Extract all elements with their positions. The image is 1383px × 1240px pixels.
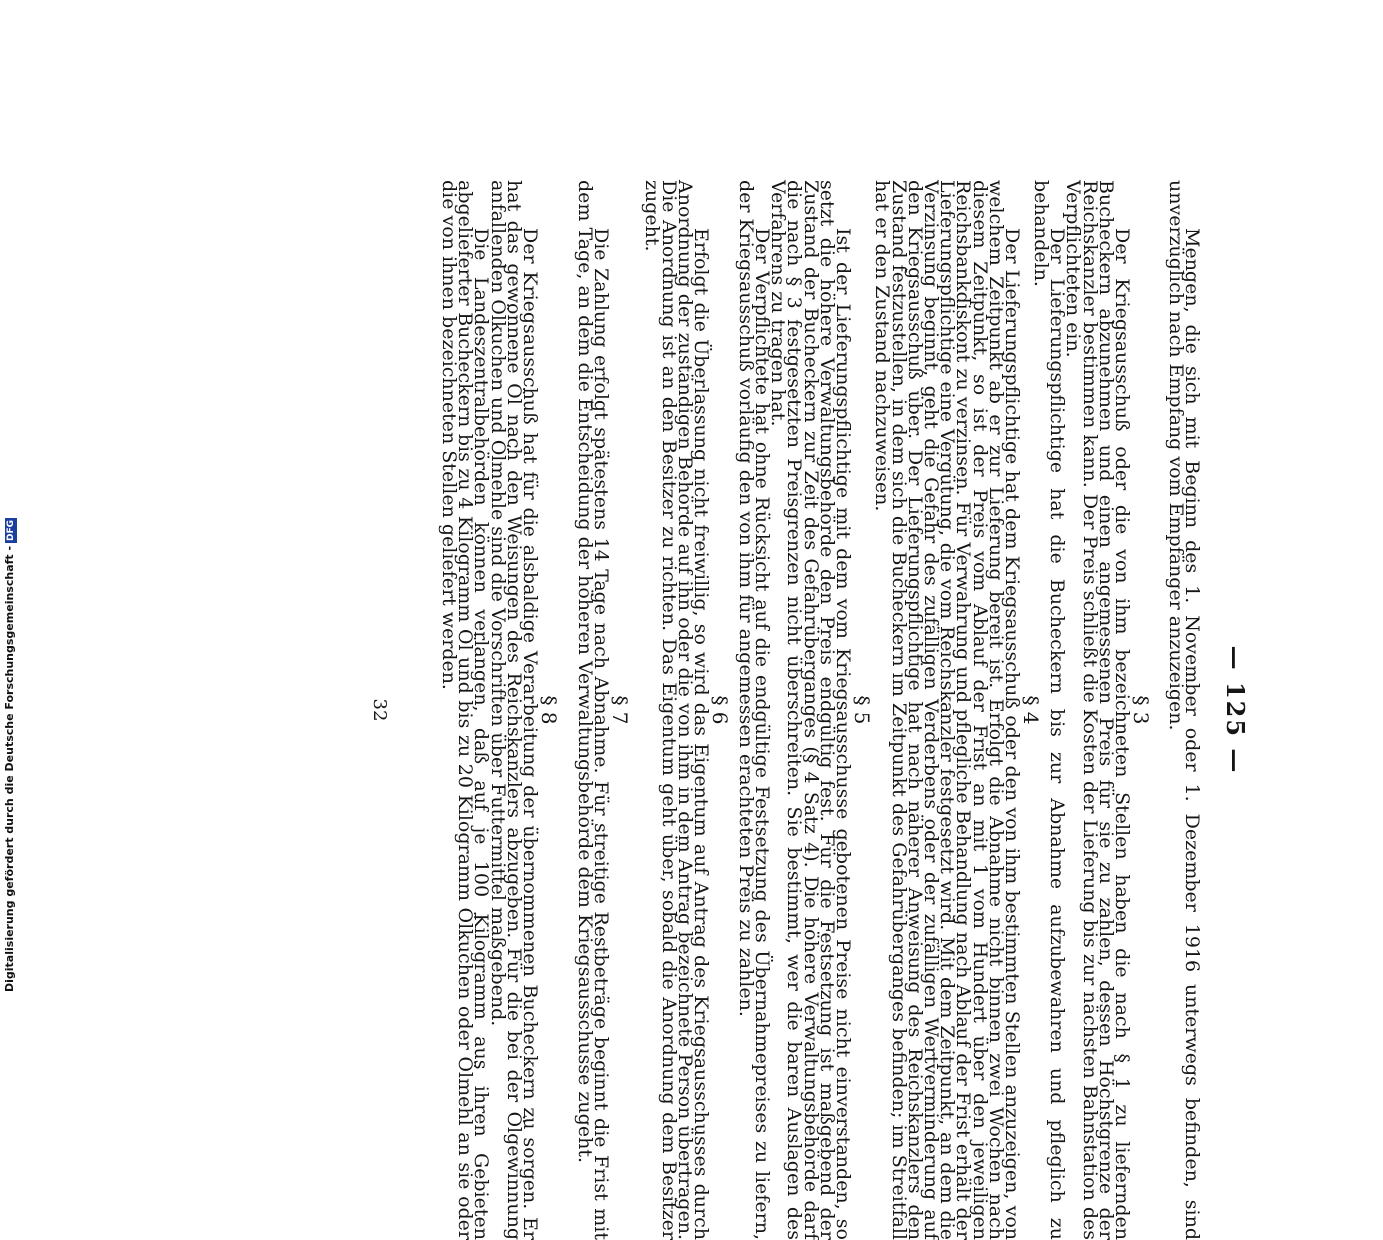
section-8 [437, 180, 561, 1240]
digitization-credit [3, 518, 17, 992]
section-paragraph: Der Verpflichtete hat ohne Rücksicht auf die endgültige Festsetzung des Übernahmepreises zu liefern, der Kriegsausschuß vorläufig den von ihm für angemessen erachteten Preis zu zahlen. [734, 180, 773, 1240]
intro-paragraph [1164, 180, 1203, 1240]
section-6 [641, 180, 732, 1240]
section-paragraph: Der Kriegsausschuß oder die von ihm bezeichneten Stellen haben die nach § 1 zu liefernden Bucheckern abzunehmen und einen angemessenen Preis für sie zu zahlen, dessen Höchstgrenze der Reichskanzler bestimmen kann. Der Preis schließt die Kosten der Lieferung bis zur nächsten Bahnstation des Verpflichteten ein. [1062, 180, 1133, 1240]
section-3 [1029, 180, 1153, 1240]
section-paragraph: Die Zahlung erfolgt spätestens 14 Tage nach Abnahme. Für streitige Restbeträge beginnt die Frist mit dem Tage, an dem die Entscheidung der höheren Verwaltungsbehörde dem Kriegsausschusse zugeht. [573, 180, 612, 1240]
section-heading: § 7 [608, 695, 632, 725]
intro-text: Mengen, die sich mit Beginn des 1. November oder 1. Dezember 1916 unterwegs befinden, sind unverzüglich nach Empfang vom Empfänger anzuzeigen. [1164, 180, 1203, 1240]
section-7 [573, 180, 632, 1240]
section-paragraph: Der Lieferungspflichtige hat dem Kriegsausschuß oder den von ihm bestimmten Stellen anzuzeigen, von welchem Zeitpunkt ab er zur Lieferung bereit ist. Erfolgt die Abnahme nicht binnen zwei Wochen nach diesem Zeitpunkt, so ist der Preis vom Ablauf der Frist an mit 1 vom Hundert über den jeweiligen Reichsbankdiskont zu verzinsen. Für Verwahrung und pflegliche Behandlung nach Ablauf der Frist erhält der Lieferungspflichtige eine Vergütung, die vom Reichskanzler festgesetzt wird. Mit dem Zeitpunkt, an dem die Verzinsung beginnt, geht die Gefahr des zufälligen Verderbens oder der zufälligen Wertverminderung auf den Kriegsausschuß über. Der Lieferungspflichtige hat nach näherer Anweisung des Reichskanzlers den Zustand festzustellen, in dem sich die Bucheckern im Zeitpunkt des Gefahrüberganges befinden; im Streitfall hat er den Zustand nachzuweisen. [871, 180, 1023, 1240]
section-heading: § 4 [1019, 695, 1043, 725]
section-heading: § 6 [708, 695, 732, 725]
section-paragraph: Ist der Lieferungspflichtige mit dem vom Kriegsausschusse gebotenen Preise nicht einverstanden, so setzt die höhere Verwaltungsbehörde den Preis endgültig fest. Für die Festsetzung ist maßgebend der Zustand der Bucheckern zur Zeit des Gefahrüberganges (§ 4 Satz 4). Die höhere Verwaltungsbehörde darf die nach § 3 festgesetzten Preisgrenzen nicht überschreiten. Sie bestimmt, wer die baren Auslagen des Verfahrens zu tragen hat. [767, 180, 854, 1240]
section-heading: § 8 [537, 695, 561, 725]
document-page [150, 180, 1250, 1240]
section-4 [871, 180, 1043, 1240]
section-paragraph: Die Landeszentralbehörden können verlangen, daß auf je 100 Kilogramm aus ihren Gebieten abgelieferter Bucheckern bis zu 4 Kilogramm Öl und bis zu 20 Kilogramm Ölkuchen oder Ölmehl an sie oder die von ihnen bezeichneten Stellen geliefert werden. [437, 180, 493, 1240]
section-paragraph: Erfolgt die Überlassung nicht freiwillig, so wird das Eigentum auf Antrag des Kriegsausschusses durch Anordnung der zuständigen Behörde auf ihn oder die von ihm in dem Antrag bezeichnete Person übertragen. Die Anordnung ist an den Besitzer zu richten. Das Eigentum geht über, sobald die Anordnung dem Besitzer zugeht. [641, 180, 712, 1240]
section-paragraph: Der Lieferungspflichtige hat die Bucheckern bis zur Abnahme aufzubewahren und pfleglich zu behandeln. [1029, 180, 1069, 1240]
dfg-logo-icon: DFG [6, 519, 16, 541]
signature-number: 32 [369, 698, 390, 722]
section-paragraph: Der Kriegsausschuß hat für die alsbaldige Verarbeitung der übernommenen Bucheckern zu sorgen. Er hat das gewonnene Öl nach den Weisungen des Reichskanzlers abzugeben. Für die bei der Ölgewinnung anfallenden Ölkuchen und Ölmehle sind die Vorschriften über Futtermittel maßgebend. [486, 180, 541, 1240]
section-heading: § 3 [1129, 695, 1153, 725]
section-5 [734, 180, 874, 1240]
page-number: — 125 — [1221, 645, 1250, 775]
credit-text: Digitalisierung gefördert durch die Deutsche Forschungsgemeinschaft - [3, 545, 16, 992]
section-heading: § 5 [850, 695, 874, 725]
